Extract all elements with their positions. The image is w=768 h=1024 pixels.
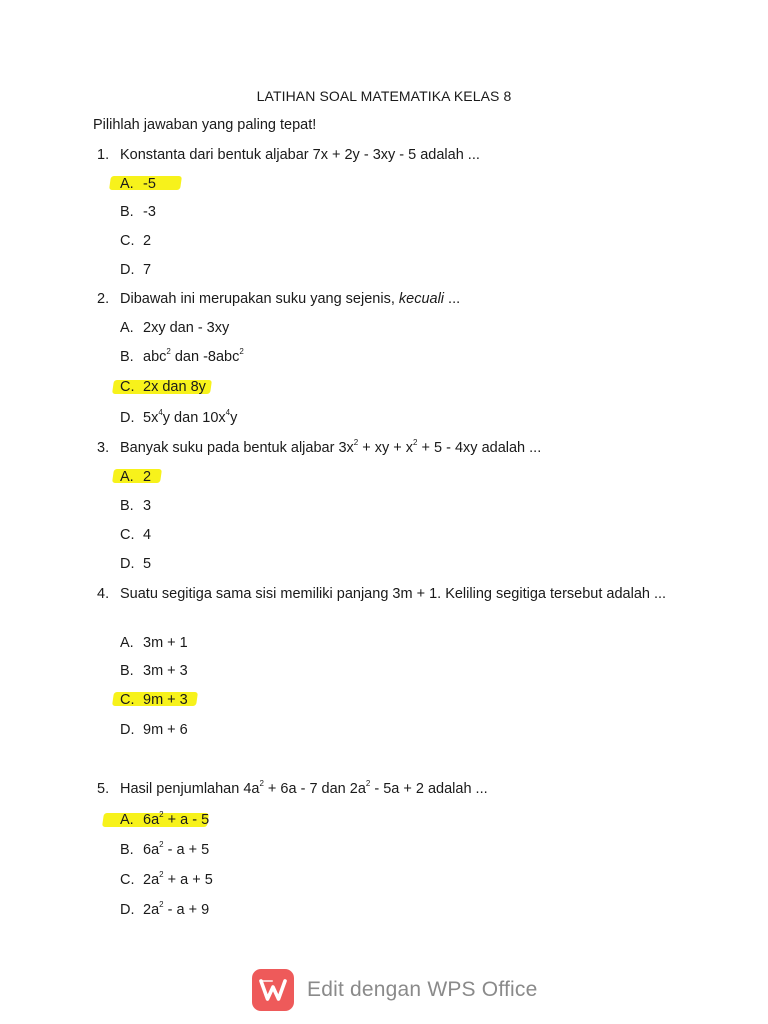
question-number: 5. bbox=[97, 781, 110, 797]
option-4a: A. 3m + 1 bbox=[120, 635, 188, 651]
option-3b: B. 3 bbox=[120, 498, 152, 514]
page-title: LATIHAN SOAL MATEMATIKA KELAS 8 bbox=[256, 88, 512, 104]
question-text: Dibawah ini merupakan suku yang sejenis, kecuali ... bbox=[120, 291, 461, 307]
option-3a: A. 2 bbox=[120, 469, 152, 485]
option-2a: A. 2xy dan - 3xy bbox=[120, 320, 230, 336]
option-1c: C. 2 bbox=[120, 233, 152, 249]
question-number: 3. bbox=[97, 440, 110, 456]
option-4d: D. 9m + 6 bbox=[120, 722, 188, 738]
option-5d: D. $2a^2 - a + 9$ bbox=[120, 900, 210, 918]
question-text: Suatu segitiga sama sisi memiliki panjang 3m + 1. Keliling segitiga tersebut adalah ... bbox=[120, 586, 667, 602]
option-2c: C. 2x dan 8y bbox=[120, 379, 206, 395]
option-5b: B. $6a^2 - a + 5$ bbox=[120, 840, 210, 858]
option-5c: C. $2a^2 + a + 5$ bbox=[120, 870, 213, 888]
option-1d: D. 7 bbox=[120, 262, 152, 278]
option-5a: A. $6a^2 + a - 5$ bbox=[120, 810, 210, 828]
wps-logo-icon bbox=[252, 969, 294, 1011]
option-2b: B. abc$^2$ dan -8abc$^2$ bbox=[120, 347, 244, 365]
instruction-text: Pilihlah jawaban yang paling tepat! bbox=[93, 117, 317, 133]
option-3d: D. 5 bbox=[120, 556, 152, 572]
question-text: Banyak suku pada bentuk aljabar $3x^2$ + xy + $x^2 + 5 - 4xy$ adalah ... bbox=[120, 438, 542, 456]
option-1a: A. -5 bbox=[120, 176, 156, 192]
option-4b: B. 3m + 3 bbox=[120, 663, 188, 679]
option-2d: D. $5x^4y$ dan $10x^4y$ bbox=[120, 408, 238, 426]
question-text: Konstanta dari bentuk aljabar 7x + 2y - 3xy - 5 adalah ... bbox=[120, 147, 480, 163]
wps-watermark[interactable] bbox=[252, 968, 537, 1012]
watermark-text: Edit dengan WPS Office bbox=[307, 978, 538, 1001]
question-number: 4. bbox=[97, 586, 110, 602]
question-number: 2. bbox=[97, 291, 110, 307]
question-text: Hasil penjumlahan $4a^2 + 6a - 7$ dan $2a^2 - 5a + 2$ adalah ... bbox=[120, 779, 488, 797]
option-4c: C. 9m + 3 bbox=[120, 692, 188, 708]
option-3c: C. 4 bbox=[120, 527, 152, 543]
question-number: 1. bbox=[97, 147, 110, 163]
option-1b: B. -3 bbox=[120, 204, 156, 220]
